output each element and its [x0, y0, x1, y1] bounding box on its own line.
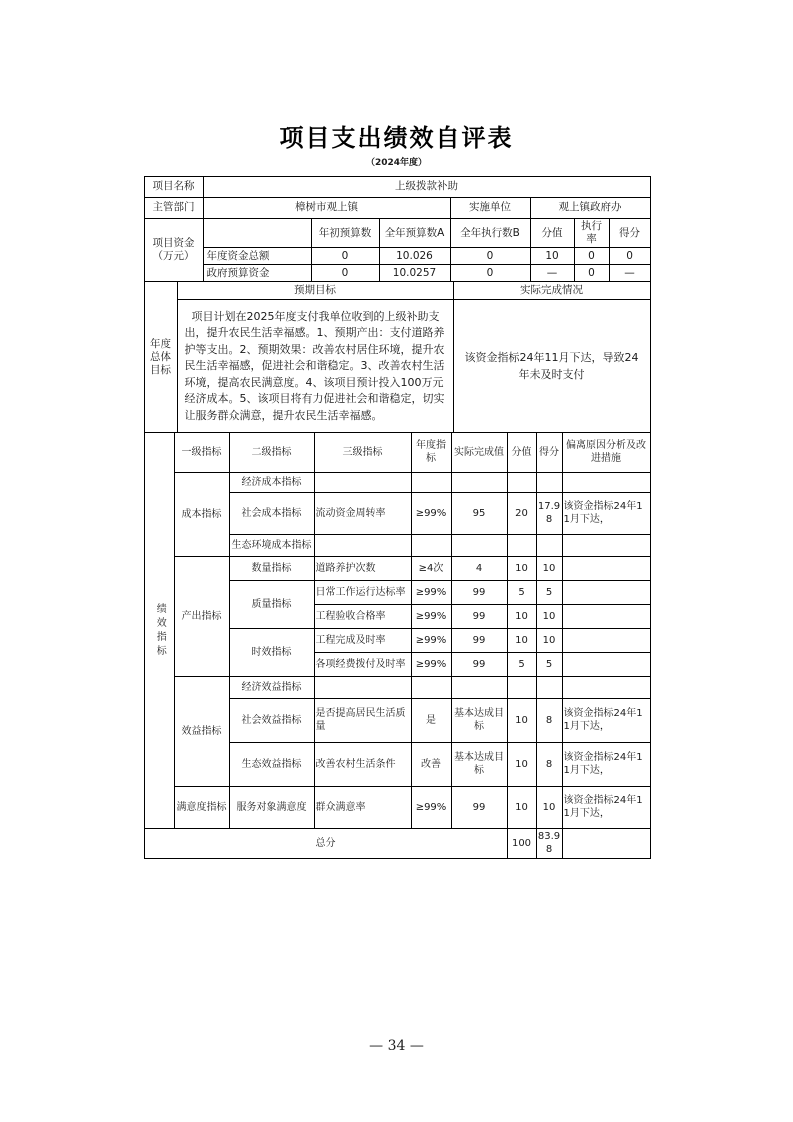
level3-cell: 流动资金周转率: [314, 493, 411, 535]
project-name-value: 上级拨款补助: [203, 177, 650, 198]
expected-goal-text: 项目计划在2025年度支付我单位收到的上级补助支出，提升农民生活幸福感。1、预期产出：支付道路养护等支出。2、预期效果：改善农村居住环境，提升农民生活幸福感，促进社会和谐稳定。3、改善农村生活环境，提高农民满意度。4、该项目预计投入100万元经济成本。5、该项目将有力促进社会和谐稳定，切实让服务群众满意，提升农民生活幸福感。: [177, 300, 453, 433]
fund-header-annual-budget: 全年预算数A: [379, 219, 450, 248]
fund-header-initial-budget: 年初预算数: [311, 219, 379, 248]
page-number: — 34 —: [369, 1038, 424, 1054]
level3-cell: 道路养护次数: [314, 557, 411, 581]
fund-row-total: [144, 248, 650, 265]
fund-value: 0: [311, 248, 379, 265]
fund-row-government: [144, 265, 650, 282]
score-cell: [536, 535, 562, 557]
header-score: 得分: [536, 433, 562, 473]
remark-cell: 该资金指标24年11月下达，: [562, 699, 650, 743]
actual-completion-header: 实际完成情况: [453, 282, 650, 300]
level3-cell: 是否提高居民生活质量: [314, 699, 411, 743]
score-cell: 8: [536, 743, 562, 787]
level2-cell: 社会成本指标: [229, 493, 314, 535]
fund-section-label: 项目资金（万元）: [144, 219, 203, 282]
fund-header-row: [144, 219, 650, 248]
level3-cell: 群众满意率: [314, 787, 411, 829]
indicator-row: [144, 677, 650, 699]
score-cell: 10: [536, 605, 562, 629]
score-cell: 17.98: [536, 493, 562, 535]
indicator-side-label: 绩效指标: [144, 433, 174, 829]
project-name-label: 项目名称: [144, 177, 203, 198]
fund-value: 0: [450, 248, 530, 265]
annual-target-cell: [411, 535, 451, 557]
actual-value-cell: [451, 535, 507, 557]
actual-value-cell: 99: [451, 629, 507, 653]
fund-value: —: [609, 265, 650, 282]
score-cell: [536, 677, 562, 699]
actual-value-cell: 99: [451, 787, 507, 829]
fund-value: 0: [574, 248, 609, 265]
performance-indicator-table: [144, 432, 651, 859]
department-label: 主管部门: [144, 198, 203, 219]
annual-goal-table: [144, 281, 651, 433]
remark-cell: 该资金指标24年11月下达，: [562, 743, 650, 787]
department-row: [144, 198, 650, 219]
points-cell: [507, 535, 536, 557]
fund-value: 10: [530, 248, 574, 265]
project-info-table: [144, 176, 651, 282]
annual-target-cell: ≥99%: [411, 653, 451, 677]
score-cell: 10: [536, 787, 562, 829]
score-cell: 5: [536, 653, 562, 677]
level2-cell: 数量指标: [229, 557, 314, 581]
points-cell: 10: [507, 557, 536, 581]
level2-cell: 时效指标: [229, 629, 314, 677]
points-cell: 5: [507, 581, 536, 605]
indicator-row: [144, 787, 650, 829]
actual-value-cell: 99: [451, 605, 507, 629]
points-cell: 10: [507, 605, 536, 629]
indicator-row: [144, 473, 650, 493]
header-level1: 一级指标: [174, 433, 229, 473]
total-points: 100: [507, 829, 536, 859]
goal-header-row: [144, 282, 650, 300]
goal-content-row: [144, 300, 650, 433]
annual-target-cell: ≥99%: [411, 787, 451, 829]
fund-value: 0: [450, 265, 530, 282]
header-actual-value: 实际完成值: [451, 433, 507, 473]
points-cell: 20: [507, 493, 536, 535]
annual-target-cell: ≥99%: [411, 629, 451, 653]
remark-cell: [562, 473, 650, 493]
actual-value-cell: [451, 677, 507, 699]
fund-row-label: 年度资金总额: [203, 248, 311, 265]
level3-cell: [314, 535, 411, 557]
level3-cell: 工程验收合格率: [314, 605, 411, 629]
remark-cell: [562, 677, 650, 699]
actual-value-cell: 4: [451, 557, 507, 581]
total-remark: [562, 829, 650, 859]
remark-cell: [562, 581, 650, 605]
actual-value-cell: 95: [451, 493, 507, 535]
actual-value-cell: 基本达成目标: [451, 743, 507, 787]
score-cell: [536, 473, 562, 493]
fund-value: —: [530, 265, 574, 282]
remark-cell: 该资金指标24年11月下达，: [562, 787, 650, 829]
group-satisfaction-label: 满意度指标: [174, 787, 229, 829]
score-cell: 10: [536, 557, 562, 581]
level3-cell: 工程完成及时率: [314, 629, 411, 653]
points-cell: 5: [507, 653, 536, 677]
level3-cell: 日常工作运行达标率: [314, 581, 411, 605]
fund-header-blank: [203, 219, 311, 248]
points-cell: [507, 473, 536, 493]
level2-cell: 服务对象满意度: [229, 787, 314, 829]
evaluation-table: [144, 176, 650, 859]
remark-cell: [562, 605, 650, 629]
total-label: 总分: [144, 829, 507, 859]
header-annual-target: 年度指标: [411, 433, 451, 473]
level2-cell: 生态效益指标: [229, 743, 314, 787]
header-level3: 三级指标: [314, 433, 411, 473]
score-cell: 8: [536, 699, 562, 743]
total-row: [144, 829, 650, 859]
fund-header-score: 得分: [609, 219, 650, 248]
annual-target-cell: ≥4次: [411, 557, 451, 581]
fund-header-annual-execution: 全年执行数B: [450, 219, 530, 248]
group-output-label: 产出指标: [174, 557, 229, 677]
points-cell: 10: [507, 743, 536, 787]
project-name-row: [144, 177, 650, 198]
indicator-header-row: [144, 433, 650, 473]
level2-cell: 经济成本指标: [229, 473, 314, 493]
actual-value-cell: [451, 473, 507, 493]
annual-target-cell: 是: [411, 699, 451, 743]
points-cell: [507, 677, 536, 699]
annual-target-cell: [411, 677, 451, 699]
header-level2: 二级指标: [229, 433, 314, 473]
annual-target-cell: ≥99%: [411, 493, 451, 535]
level2-cell: 生态环境成本指标: [229, 535, 314, 557]
level2-cell: 经济效益指标: [229, 677, 314, 699]
fund-value: 0: [574, 265, 609, 282]
level2-cell: 社会效益指标: [229, 699, 314, 743]
implementing-unit-label: 实施单位: [450, 198, 530, 219]
annual-target-cell: ≥99%: [411, 581, 451, 605]
group-benefit-label: 效益指标: [174, 677, 229, 787]
score-cell: 10: [536, 629, 562, 653]
annual-target-cell: ≥99%: [411, 605, 451, 629]
total-score: 83.98: [536, 829, 562, 859]
expected-goal-header: 预期目标: [177, 282, 453, 300]
indicator-row: [144, 557, 650, 581]
actual-value-cell: 99: [451, 581, 507, 605]
actual-value-cell: 基本达成目标: [451, 699, 507, 743]
document-subtitle: （2024年度）: [365, 158, 428, 168]
points-cell: 10: [507, 787, 536, 829]
score-cell: 5: [536, 581, 562, 605]
remark-cell: [562, 557, 650, 581]
level3-cell: 改善农村生活条件: [314, 743, 411, 787]
level2-cell: 质量指标: [229, 581, 314, 629]
implementing-unit-value: 观上镇政府办: [530, 198, 650, 219]
department-value: 樟树市观上镇: [203, 198, 450, 219]
level3-cell: 各项经费拨付及时率: [314, 653, 411, 677]
group-cost-label: 成本指标: [174, 473, 229, 557]
points-cell: 10: [507, 699, 536, 743]
annual-target-cell: 改善: [411, 743, 451, 787]
header-deviation-analysis: 偏离原因分析及改进措施: [562, 433, 650, 473]
header-points: 分值: [507, 433, 536, 473]
annual-target-cell: [411, 473, 451, 493]
points-cell: 10: [507, 629, 536, 653]
remark-cell: [562, 653, 650, 677]
fund-header-points: 分值: [530, 219, 574, 248]
fund-row-label: 政府预算资金: [203, 265, 311, 282]
fund-value: 0: [311, 265, 379, 282]
goal-side-label: 年度总体目标: [144, 282, 177, 433]
fund-value: 0: [609, 248, 650, 265]
level3-cell: [314, 473, 411, 493]
actual-completion-text: 该资金指标24年11月下达，导致24年未及时支付: [453, 300, 650, 433]
remark-cell: [562, 629, 650, 653]
fund-value: 10.026: [379, 248, 450, 265]
remark-cell: [562, 535, 650, 557]
level3-cell: [314, 677, 411, 699]
document-title: 项目支出绩效自评表: [279, 124, 514, 152]
fund-header-execution-rate: 执行率: [574, 219, 609, 248]
fund-value: 10.0257: [379, 265, 450, 282]
remark-cell: 该资金指标24年11月下达，: [562, 493, 650, 535]
actual-value-cell: 99: [451, 653, 507, 677]
